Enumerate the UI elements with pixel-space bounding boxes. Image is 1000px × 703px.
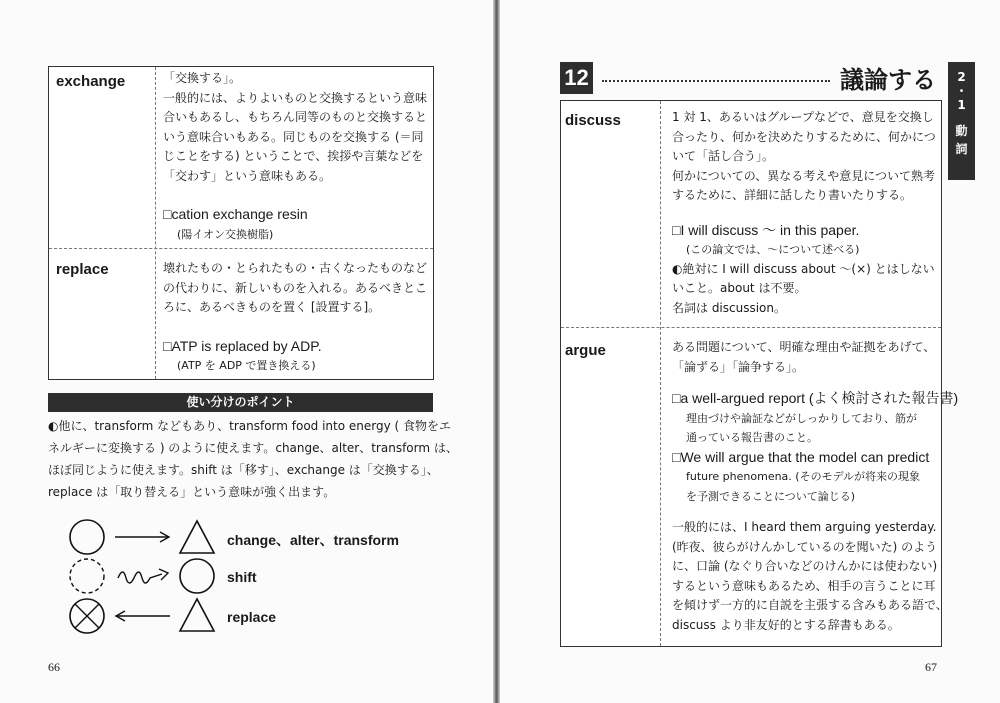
definition-argue bbox=[672, 338, 958, 635]
part-of-speech-char: 動 bbox=[955, 124, 968, 138]
circle-icon bbox=[70, 520, 104, 554]
usage-point-body bbox=[48, 415, 458, 503]
definition-replace bbox=[163, 259, 427, 376]
definition-line: 何かについての、異なる考えや意見について熟考 bbox=[672, 168, 936, 183]
definition-line: 合いもあるし、もちろん同等のものと交換すると bbox=[163, 110, 428, 124]
usage-line: ◐他に、transform などもあり、transform food into energy ( 食物をエ bbox=[48, 419, 452, 433]
example-translation: (この論文では、～について述べる) bbox=[686, 243, 860, 256]
vocab-row-replace bbox=[49, 248, 433, 380]
vocab-row-discuss bbox=[561, 101, 941, 326]
triangle-icon bbox=[180, 521, 214, 553]
vocab-row-argue bbox=[561, 327, 959, 647]
usage-note: discuss より非友好的とする辞書もある。 bbox=[672, 617, 900, 632]
example-sentence: □ATP is replaced by ADP. bbox=[163, 337, 322, 354]
usage-diagram bbox=[60, 516, 399, 650]
chapter-subnumber: 1 bbox=[957, 98, 966, 112]
definition-line: の代わりに、新しいものを入れる。あるべきとこ bbox=[163, 280, 428, 295]
chapter-side-tab bbox=[948, 62, 975, 180]
usage-note: いこと。about は不要。 bbox=[672, 281, 807, 295]
usage-point-header: 使い分けのポイント bbox=[48, 393, 433, 412]
definition-line: 一般的には、よりよいものと交換するという意味 bbox=[163, 90, 428, 105]
definition-line: するために、詳細に話したり書いたりする。 bbox=[672, 188, 913, 202]
example-sentence: □We will argue that the model can predict bbox=[672, 448, 930, 465]
definition-line: 「論ずる」「論争する」。 bbox=[672, 359, 805, 374]
term-exchange: exchange bbox=[56, 73, 126, 90]
example-translation: future phenomena. (そのモデルが将来の現象 bbox=[686, 470, 921, 483]
example-sentence: □I will discuss ～ in this paper. bbox=[672, 221, 860, 238]
page-number-left: 66 bbox=[48, 660, 60, 674]
example-translation: 理由づけや論証などがしっかりしており、筋が bbox=[686, 411, 917, 425]
term-replace: replace bbox=[56, 261, 109, 278]
example-translation: を予測できることについて論じる) bbox=[686, 489, 856, 503]
definition-discuss bbox=[672, 108, 936, 318]
usage-line: replace は「取り替える」という意味が強く出ます。 bbox=[48, 485, 336, 499]
term-discuss: discuss bbox=[565, 112, 621, 129]
example-sentence: □a well-argued report (よく検討された報告書) bbox=[672, 390, 959, 406]
diagram-label: replace bbox=[227, 609, 277, 625]
term-argue: argue bbox=[565, 342, 606, 359]
definition-line: 壊れたもの・とられたもの・古くなったものなど bbox=[163, 261, 428, 275]
vocab-row-exchange bbox=[49, 67, 433, 247]
definition-line: 「交わす」という意味もある。 bbox=[163, 168, 332, 183]
usage-note: するという意味もあるため、相手の言うことに耳 bbox=[672, 578, 936, 593]
page-number-right: 67 bbox=[925, 660, 937, 674]
diagram-label: change、alter、transform bbox=[227, 532, 399, 548]
definition-line: 1 対 1、あるいはグループなどで、意見を交換し bbox=[672, 110, 934, 124]
part-of-speech-char: 詞 bbox=[955, 142, 968, 156]
section-title: 議論する bbox=[840, 66, 936, 94]
section-leader-dots bbox=[602, 80, 830, 82]
definition-line: 合ったり、何かを決めたりするために、何かにつ bbox=[672, 129, 936, 144]
squiggle-arrow-icon bbox=[118, 572, 162, 583]
usage-note: に、口論 (なぐり合いなどのけんかには使わない) bbox=[672, 559, 938, 573]
usage-note: を傾けず一方的に自説を主張する含みもある語で、 bbox=[672, 598, 948, 612]
diagram-shapes bbox=[60, 516, 230, 646]
definition-line: じことをする) ということで、挨拶や言葉などを bbox=[163, 149, 424, 163]
example-translation: 通っている報告書のこと。 bbox=[686, 431, 818, 444]
usage-note: ◐絶対に I will discuss about ～(×) とはしない bbox=[672, 261, 935, 276]
definition-line: いて「話し合う」。 bbox=[672, 149, 775, 163]
usage-note: 名詞は discussion。 bbox=[672, 300, 787, 315]
usage-line: ほぼ同じように使えます。shift は「移す」、exchange は「交換する」、 bbox=[48, 463, 439, 477]
definition-line: ある問題について、明確な理由や証拠をあげて、 bbox=[672, 340, 936, 354]
dashed-circle-icon bbox=[70, 559, 104, 593]
example-translation: (陽イオン交換樹脂) bbox=[177, 227, 274, 241]
usage-note: 一般的には、I heard them arguing yesterday. bbox=[672, 520, 937, 534]
vocab-table-right bbox=[560, 100, 959, 647]
circle-icon bbox=[180, 559, 214, 593]
example-translation: (ATP を ADP で置き換える) bbox=[177, 359, 316, 372]
book-spine bbox=[493, 0, 500, 703]
definition-line: いう意味合いもある。同じものを交換する (＝同 bbox=[163, 129, 424, 144]
diagram-label: shift bbox=[227, 569, 257, 585]
usage-note: (昨夜、彼らがけんかしているのを聞いた) のよう bbox=[672, 539, 938, 554]
chapter-number: 2 bbox=[957, 70, 966, 84]
triangle-icon bbox=[180, 599, 214, 631]
definition-line: ろに、あるべきものを置く [設置する]。 bbox=[163, 300, 381, 314]
usage-line: ネルギーに変換する ) のように使えます。change、alter、transform は、 bbox=[48, 441, 458, 455]
definition-line: 「交換する」。 bbox=[163, 71, 242, 85]
definition-exchange bbox=[163, 69, 427, 244]
example-sentence: □cation exchange resin bbox=[163, 206, 308, 222]
chapter-dot: ・ bbox=[955, 84, 968, 98]
section-number: 12 bbox=[560, 62, 593, 94]
vocab-table-left bbox=[48, 66, 434, 380]
